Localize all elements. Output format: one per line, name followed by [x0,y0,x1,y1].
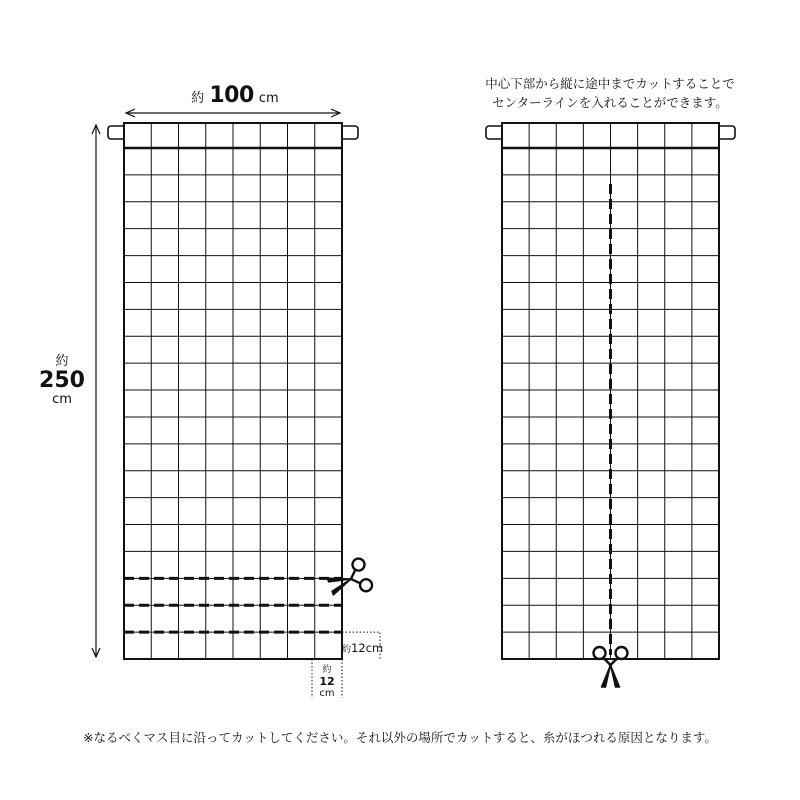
width-value: 100 [209,83,254,108]
scissors-pivot [609,663,612,666]
width-unit: cm [258,91,279,106]
margin-right-unit: cm [365,641,384,655]
margin-bottom-prefix: 約 [322,665,332,675]
margin-right-value: 12 [351,641,366,655]
note-line-1: 中心下部から縦に途中までカットすることで [485,76,735,91]
scissors-blade [602,665,611,687]
scissors-ring [616,647,628,659]
note-line-2: センターラインを入れることができます。 [492,95,728,110]
left-curtain-panel [96,113,380,698]
scissors-blade [611,665,620,687]
margin-bottom-value: 12 [319,675,335,688]
scissors-ring [594,647,606,659]
width-label [175,83,295,108]
height-label [32,355,92,406]
width-prefix: 約 [191,91,205,106]
scissors-ring [358,578,373,593]
center-line-note [420,74,800,112]
footer-note: ※なるべくマス目に沿ってカットしてください。それ以外の場所でカットすると、糸がほつれる原因となります。 [83,730,717,745]
margin-right-prefix: 約 [342,645,352,655]
height-value: 250 [39,368,85,393]
height-prefix: 約 [55,354,69,369]
right-curtain-panel [486,123,735,687]
cut-margin-right-label [342,641,383,655]
scissors-ring [351,557,366,572]
margin-bottom-unit: cm [319,688,335,699]
height-unit: cm [52,392,72,407]
cut-margin-bottom-label [309,664,345,700]
